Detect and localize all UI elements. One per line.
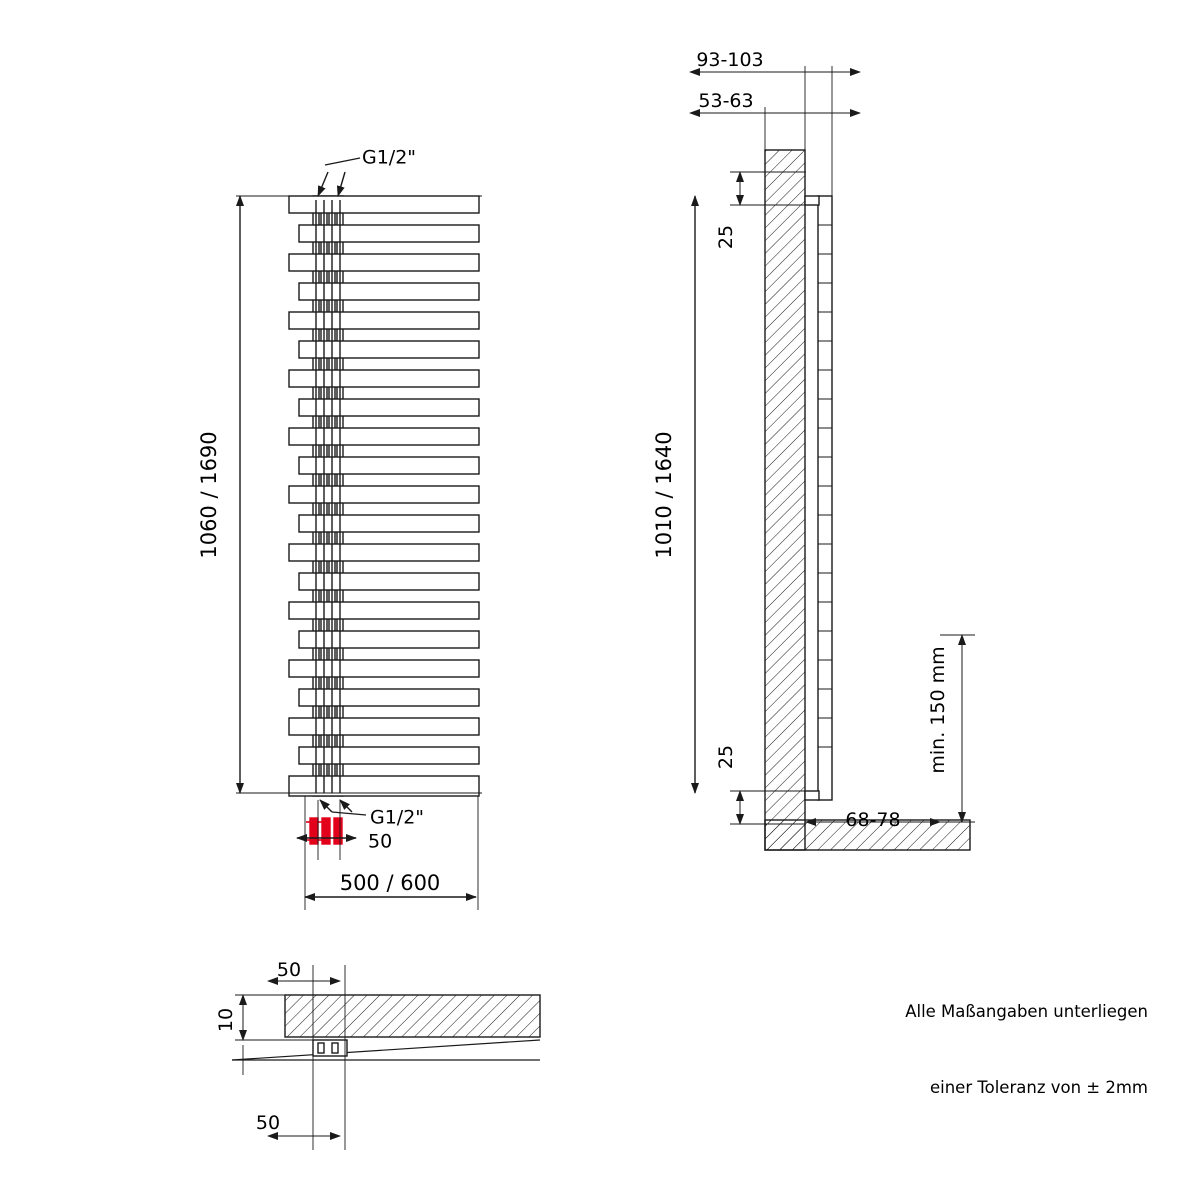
front-view-radiator <box>289 196 479 796</box>
label-front-center-distance: 50 <box>368 830 393 853</box>
tolerance-note <box>905 948 1148 1153</box>
label-top-bracket-width: 50 <box>276 959 302 981</box>
label-front-height: 1060 / 1690 <box>197 431 221 559</box>
label-top-bracket-depth: 10 <box>215 1007 237 1033</box>
label-side-bracket-upper: 93-103 <box>696 49 764 71</box>
label-side-height: 1010 / 1640 <box>652 431 676 559</box>
valve-pair <box>306 818 342 844</box>
front-top-connection-leader <box>318 158 360 196</box>
label-front-top-connection: G1/2" <box>362 146 417 169</box>
front-bottom-connection-leader <box>320 800 366 815</box>
label-side-bottom-offset: 25 <box>715 744 737 770</box>
label-side-floor-distance: min. 150 mm <box>927 646 949 774</box>
label-front-bottom-connection: G1/2" <box>370 806 425 829</box>
label-front-width: 500 / 600 <box>339 871 441 895</box>
label-top-bracket-offset: 50 <box>255 1112 281 1134</box>
label-side-bracket-lower: 53-63 <box>698 90 754 112</box>
tolerance-note-line-2: einer Toleranz von ± 2mm <box>929 1078 1148 1098</box>
label-side-depth: 68-78 <box>845 809 901 831</box>
tolerance-note-line-1: Alle Maßangaben unterliegen <box>905 1001 1148 1021</box>
label-side-top-offset: 25 <box>715 224 737 250</box>
